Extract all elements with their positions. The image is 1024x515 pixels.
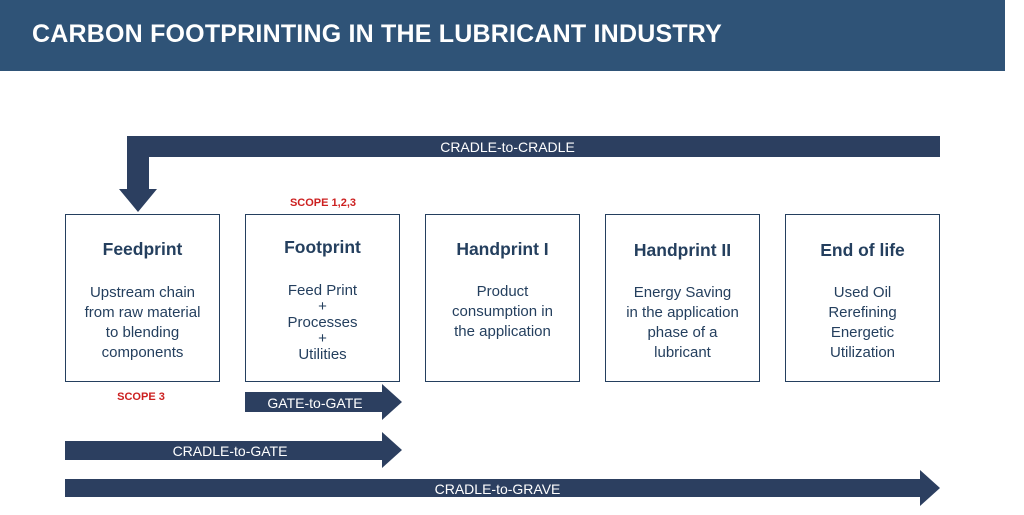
scope-feedprint-label: SCOPE 3 [117, 391, 165, 403]
scope-footprint-label: SCOPE 1,2,3 [289, 197, 357, 209]
stage-handprint-2 [605, 214, 760, 382]
stage-title: Handprint II [633, 240, 732, 260]
stage-description: Product consumption in the application [452, 283, 553, 340]
cradle-to-grave-label: CRADLE-to-GRAVE [434, 481, 561, 497]
stage-end-of-life [785, 214, 940, 382]
stage-handprint-1 [425, 214, 580, 382]
stage-footprint [245, 214, 400, 382]
stage-description: Upstream chain from raw material to blending components [84, 284, 201, 361]
stage-feedprint [65, 214, 220, 382]
stage-title: Handprint I [456, 239, 549, 259]
gate-to-gate-label: GATE-to-GATE [267, 395, 363, 411]
stage-description: Energy Saving in the application phase of a lubricant [626, 284, 739, 361]
cradle-to-cradle-label: CRADLE-to-CRADLE [440, 139, 575, 155]
cradle-to-gate-label: CRADLE-to-GATE [172, 443, 288, 459]
page-title: CARBON FOOTPRINTING IN THE LUBRICANT INDUSTRY [32, 20, 722, 48]
stage-description: Used Oil Rerefining Energetic Utilization [828, 284, 897, 361]
stage-title: Feedprint [102, 239, 183, 259]
stage-title: Footprint [284, 237, 361, 257]
stage-description: Feed Print + Processes + Utilities [287, 282, 358, 363]
stage-title: End of life [820, 240, 905, 260]
